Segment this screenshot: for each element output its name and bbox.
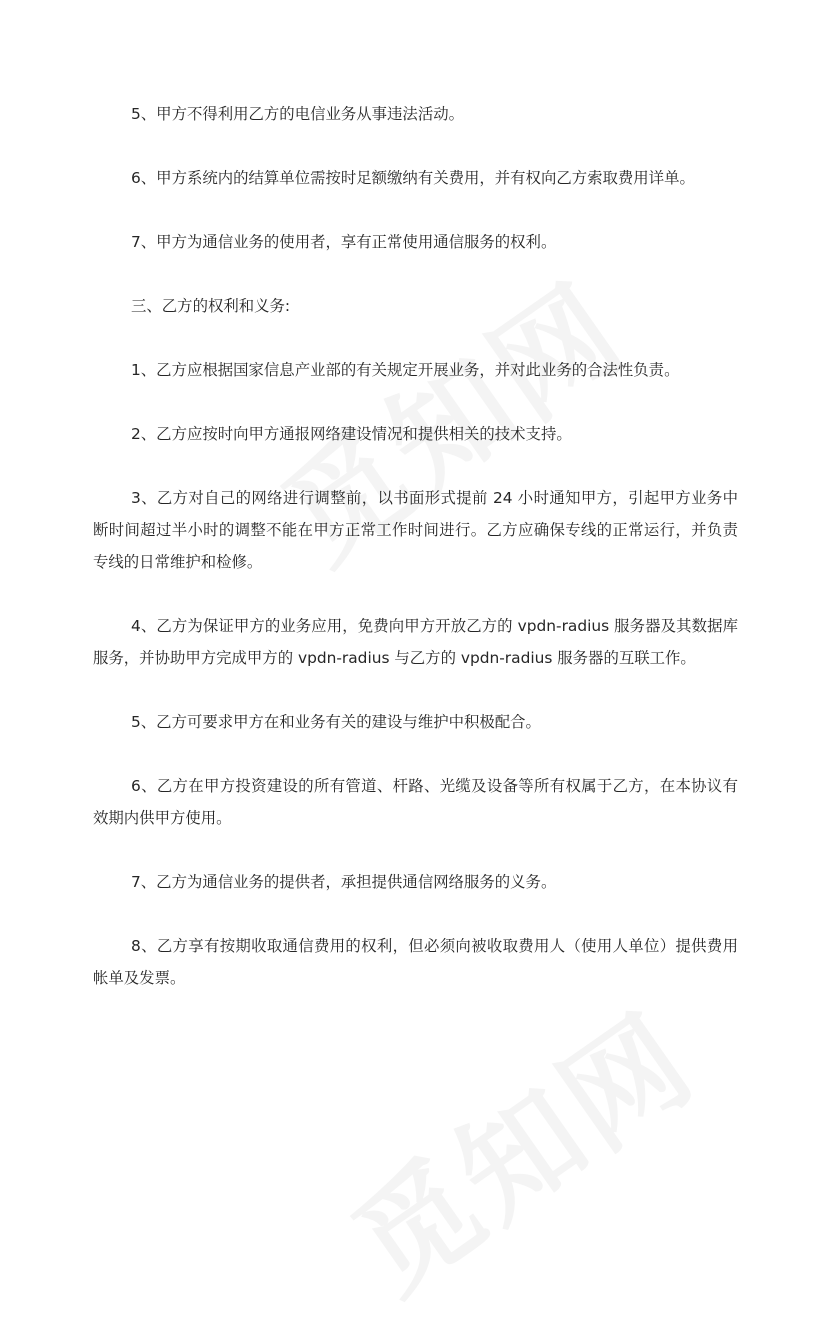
paragraph-party-b-item-3: 3、乙方对自己的网络进行调整前，以书面形式提前 24 小时通知甲方，引起甲方业务中断时间超过半小时的调整不能在甲方正常工作时间进行。乙方应确保专线的正常运行，并负责专线的日常维护和检修。 (93, 489, 738, 571)
document-body (93, 98, 738, 1026)
paragraph-party-b-item-1: 1、乙方应根据国家信息产业部的有关规定开展业务，并对此业务的合法性负责。 (131, 361, 680, 379)
paragraph-party-a-item-5: 5、甲方不得利用乙方的电信业务从事违法活动。 (131, 105, 464, 123)
paragraph-party-a-item-7: 7、甲方为通信业务的使用者，享有正常使用通信服务的权利。 (131, 233, 557, 251)
section-heading-party-b-rights: 三、乙方的权利和义务: (131, 297, 291, 315)
paragraph-party-a-item-6: 6、甲方系统内的结算单位需按时足额缴纳有关费用，并有权向乙方索取费用详单。 (131, 169, 695, 187)
paragraph-party-b-item-8: 8、乙方享有按期收取通信费用的权利，但必须向被收取费用人（使用人单位）提供费用帐单及发票。 (93, 937, 738, 987)
paragraph-party-b-item-7: 7、乙方为通信业务的提供者，承担提供通信网络服务的义务。 (131, 873, 557, 891)
paragraph-party-b-item-6: 6、乙方在甲方投资建设的所有管道、杆路、光缆及设备等所有权属于乙方，在本协议有效期内供甲方使用。 (93, 777, 738, 827)
paragraph-party-b-item-2: 2、乙方应按时向甲方通报网络建设情况和提供相关的技术支持。 (131, 425, 572, 443)
paragraph-party-b-item-4: 4、乙方为保证甲方的业务应用，免费向甲方开放乙方的 vpdn-radius 服务器及其数据库服务，并协助甲方完成甲方的 vpdn-radius 与乙方的 vpdn-radius 服务器的互联工作。 (93, 617, 738, 667)
paragraph-party-b-item-5: 5、乙方可要求甲方在和业务有关的建设与维护中积极配合。 (131, 713, 541, 731)
